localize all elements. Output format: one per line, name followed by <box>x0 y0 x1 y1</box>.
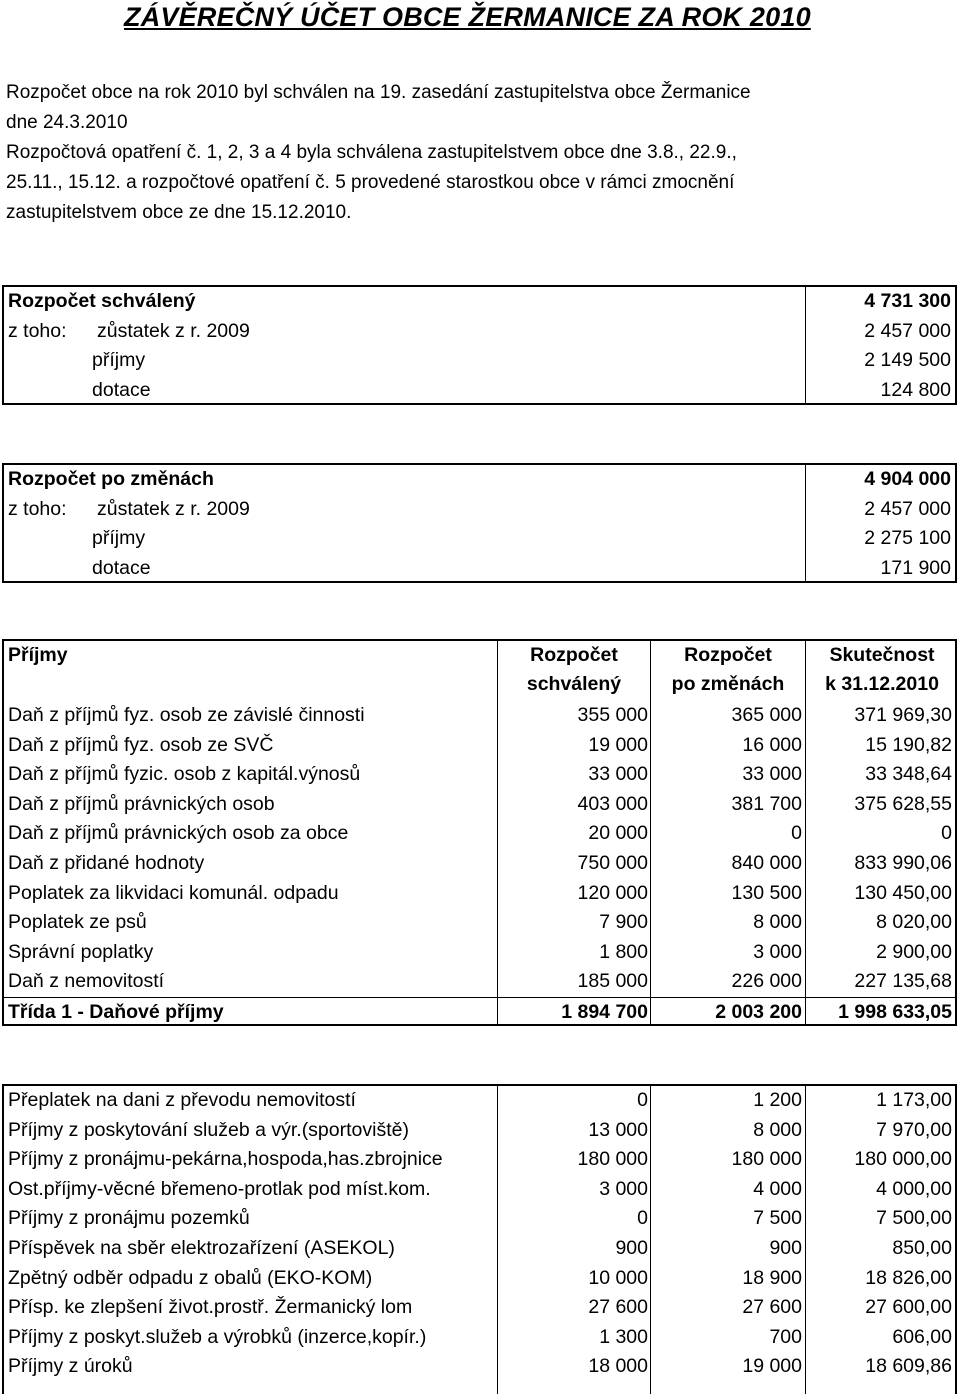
row-label: Poplatek ze psů <box>8 911 147 934</box>
total-actual: 1 998 633,05 <box>838 1000 952 1023</box>
row-label: Daň z přidané hodnoty <box>8 851 205 874</box>
row-approved: 13 000 <box>588 1118 648 1141</box>
income-table <box>2 639 957 1026</box>
row-label: Správní poplatky <box>8 940 154 963</box>
row-changed: 4 000 <box>753 1177 802 1200</box>
row-label: Příjmy z pronájmu pozemků <box>8 1207 250 1230</box>
row-changed: 381 700 <box>731 792 802 815</box>
row-changed: 1 200 <box>753 1089 802 1111</box>
row-changed: 3 000 <box>753 940 802 963</box>
total-label: Třída 1 - Daňové příjmy <box>8 1000 224 1023</box>
header-line: Rozpočet <box>530 644 618 666</box>
row-label: Daň z příjmů právnických osob za obce <box>8 822 349 845</box>
row-changed: 7 500 <box>753 1207 802 1230</box>
table-row <box>4 1204 955 1234</box>
row-label: Příspěvek na sběr elektrozařízení (ASEKOL) <box>8 1236 395 1259</box>
row-approved: 19 000 <box>588 733 648 756</box>
item-value: 2 457 000 <box>864 319 951 342</box>
table-header <box>4 641 955 701</box>
row-approved: 0 <box>637 1207 648 1230</box>
table-row <box>4 1086 955 1116</box>
row-approved: 10 000 <box>588 1266 648 1289</box>
row-actual: 4 000,00 <box>876 1177 952 1200</box>
row-changed: 8 000 <box>753 911 802 934</box>
budget-approved-label: Rozpočet schválený <box>8 290 196 312</box>
row-changed: 27 600 <box>742 1296 802 1319</box>
row-changed: 130 500 <box>731 881 802 904</box>
row-actual: 33 348,64 <box>865 763 952 786</box>
intro-line: 25.11., 15.12. a rozpočtové opatření č. 5 provedené starostkou obce v rámci zmocnění <box>6 172 735 193</box>
intro-line: dne 24.3.2010 <box>6 112 128 133</box>
table-row <box>4 879 955 909</box>
row-actual: 606,00 <box>892 1325 952 1348</box>
header-line: Rozpočet <box>684 644 772 666</box>
row-actual: 7 500,00 <box>876 1207 952 1230</box>
row-approved: 120 000 <box>577 881 648 904</box>
header-line: Skutečnost <box>829 644 935 666</box>
row-actual: 1 173,00 <box>876 1089 952 1111</box>
row-approved: 27 600 <box>588 1296 648 1319</box>
table-row <box>4 1293 955 1323</box>
row-changed: 840 000 <box>731 851 802 874</box>
row-changed: 700 <box>769 1325 802 1348</box>
header-label: Příjmy <box>8 644 68 666</box>
row-label: Daň z příjmů fyz. osob ze závislé činnosti <box>8 704 365 726</box>
row-actual: 15 190,82 <box>865 733 952 756</box>
header-col-changed <box>654 641 802 699</box>
row-label: Příjmy z pronájmu-pekárna,hospoda,has.zbrojnice <box>8 1148 443 1171</box>
row-actual: 18 609,86 <box>865 1355 952 1378</box>
table-row <box>4 1352 955 1382</box>
item-label: zůstatek z r. 2009 <box>97 497 250 520</box>
row-changed: 8 000 <box>753 1118 802 1141</box>
total-approved: 1 894 700 <box>561 1000 648 1023</box>
row-changed: 900 <box>769 1236 802 1259</box>
item-value: 2 275 100 <box>864 527 951 550</box>
table-row <box>4 701 955 731</box>
row-actual: 130 450,00 <box>854 881 952 904</box>
header-col-actual <box>809 641 955 699</box>
row-actual: 2 900,00 <box>876 940 952 963</box>
row-label: Zpětný odběr odpadu z obalů (EKO-KOM) <box>8 1266 373 1289</box>
row-actual: 180 000,00 <box>854 1148 952 1171</box>
row-approved: 18 000 <box>588 1355 648 1378</box>
row-approved: 180 000 <box>577 1148 648 1171</box>
budget-changed-box <box>2 463 957 583</box>
row-label: Příjmy z poskyt.služeb a výrobků (inzerce,kopír.) <box>8 1325 427 1348</box>
row-approved: 0 <box>637 1089 648 1111</box>
row-approved: 403 000 <box>577 792 648 815</box>
total-changed: 2 003 200 <box>715 1000 802 1023</box>
row-approved: 355 000 <box>577 704 648 726</box>
row-label: Daň z příjmů fyzic. osob z kapitál.výnosů <box>8 763 361 786</box>
row-changed: 180 000 <box>731 1148 802 1171</box>
row-actual: 27 600,00 <box>865 1296 952 1319</box>
row-approved: 33 000 <box>588 763 648 786</box>
header-line: k 31.12.2010 <box>825 673 939 695</box>
row-changed: 18 900 <box>742 1266 802 1289</box>
row-changed: 365 000 <box>731 704 802 726</box>
header-line: po změnách <box>671 673 785 695</box>
table-row <box>4 938 955 968</box>
row-approved: 1 300 <box>599 1325 648 1348</box>
item-label: příjmy <box>92 349 146 372</box>
row-label: Ost.příjmy-věcné břemeno-protlak pod míst.kom. <box>8 1177 431 1200</box>
intro-line: Rozpočtová opatření č. 1, 2, 3 a 4 byla schválena zastupitelstvem obce dne 3.8., 22.9., <box>6 142 737 163</box>
row-actual: 18 826,00 <box>865 1266 952 1289</box>
row-label: Daň z příjmů fyz. osob ze SVČ <box>8 733 274 756</box>
budget-approved-total: 4 731 300 <box>864 290 951 312</box>
row-label: Příjmy z úroků <box>8 1355 133 1378</box>
table-row <box>4 1145 955 1175</box>
row-actual: 7 970,00 <box>876 1118 952 1141</box>
row-approved: 7 900 <box>599 911 648 934</box>
row-label: Daň z nemovitostí <box>8 970 165 993</box>
row-changed: 16 000 <box>742 733 802 756</box>
row-approved: 20 000 <box>588 822 648 845</box>
header-col-approved <box>501 641 647 699</box>
row-changed: 0 <box>791 822 802 845</box>
table-row <box>4 790 955 820</box>
row-actual: 227 135,68 <box>854 970 952 993</box>
table-row <box>4 1264 955 1294</box>
row-changed: 226 000 <box>731 970 802 993</box>
row-actual: 850,00 <box>892 1236 952 1259</box>
row-actual: 8 020,00 <box>876 911 952 934</box>
item-value: 124 800 <box>880 378 951 401</box>
row-changed: 33 000 <box>742 763 802 786</box>
header-line: schválený <box>526 673 622 695</box>
row-approved: 3 000 <box>599 1177 648 1200</box>
table-row <box>4 1116 955 1146</box>
budget-changed-label: Rozpočet po změnách <box>8 468 214 490</box>
intro-line: zastupitelstvem obce ze dne 15.12.2010. <box>6 202 352 223</box>
table-row <box>4 1234 955 1264</box>
table-row <box>4 731 955 761</box>
ztoho-label: z toho: <box>8 319 67 342</box>
table-row <box>4 1175 955 1205</box>
table-total-row <box>4 997 955 1028</box>
table-row <box>4 760 955 790</box>
row-approved: 1 800 <box>599 940 648 963</box>
row-label: Přísp. ke zlepšení život.prostř. Žermanický lom <box>8 1296 413 1319</box>
document-title: ZÁVĚREČNÝ ÚČET OBCE ŽERMANICE ZA ROK 2010 <box>124 2 811 32</box>
item-label: zůstatek z r. 2009 <box>97 319 250 342</box>
item-label: příjmy <box>92 527 146 550</box>
table-row <box>4 908 955 938</box>
row-approved: 185 000 <box>577 970 648 993</box>
intro-text <box>6 78 956 228</box>
row-actual: 833 990,06 <box>854 851 952 874</box>
row-actual: 371 969,30 <box>854 704 952 726</box>
row-label: Přeplatek na dani z převodu nemovitostí <box>8 1089 356 1111</box>
table-row <box>4 849 955 879</box>
budget-changed-total: 4 904 000 <box>864 468 951 490</box>
item-value: 2 457 000 <box>864 497 951 520</box>
row-label: Příjmy z poskytování služeb a výr.(sportoviště) <box>8 1118 409 1141</box>
row-actual: 375 628,55 <box>854 792 952 815</box>
table-row <box>4 819 955 849</box>
row-actual: 0 <box>941 822 952 845</box>
table-row <box>4 967 955 997</box>
row-approved: 750 000 <box>577 851 648 874</box>
row-label: Daň z příjmů právnických osob <box>8 792 275 815</box>
item-label: dotace <box>92 378 151 401</box>
ztoho-label: z toho: <box>8 497 67 520</box>
intro-line: Rozpočet obce na rok 2010 byl schválen na 19. zasedání zastupitelstva obce Žermanice <box>6 82 751 103</box>
item-label: dotace <box>92 556 151 579</box>
item-value: 2 149 500 <box>864 349 951 372</box>
nontax-table <box>2 1084 957 1394</box>
row-label: Poplatek za likvidaci komunál. odpadu <box>8 881 339 904</box>
row-approved: 900 <box>615 1236 648 1259</box>
row-changed: 19 000 <box>742 1355 802 1378</box>
table-row <box>4 1323 955 1353</box>
budget-approved-box <box>2 285 957 405</box>
item-value: 171 900 <box>880 556 951 579</box>
